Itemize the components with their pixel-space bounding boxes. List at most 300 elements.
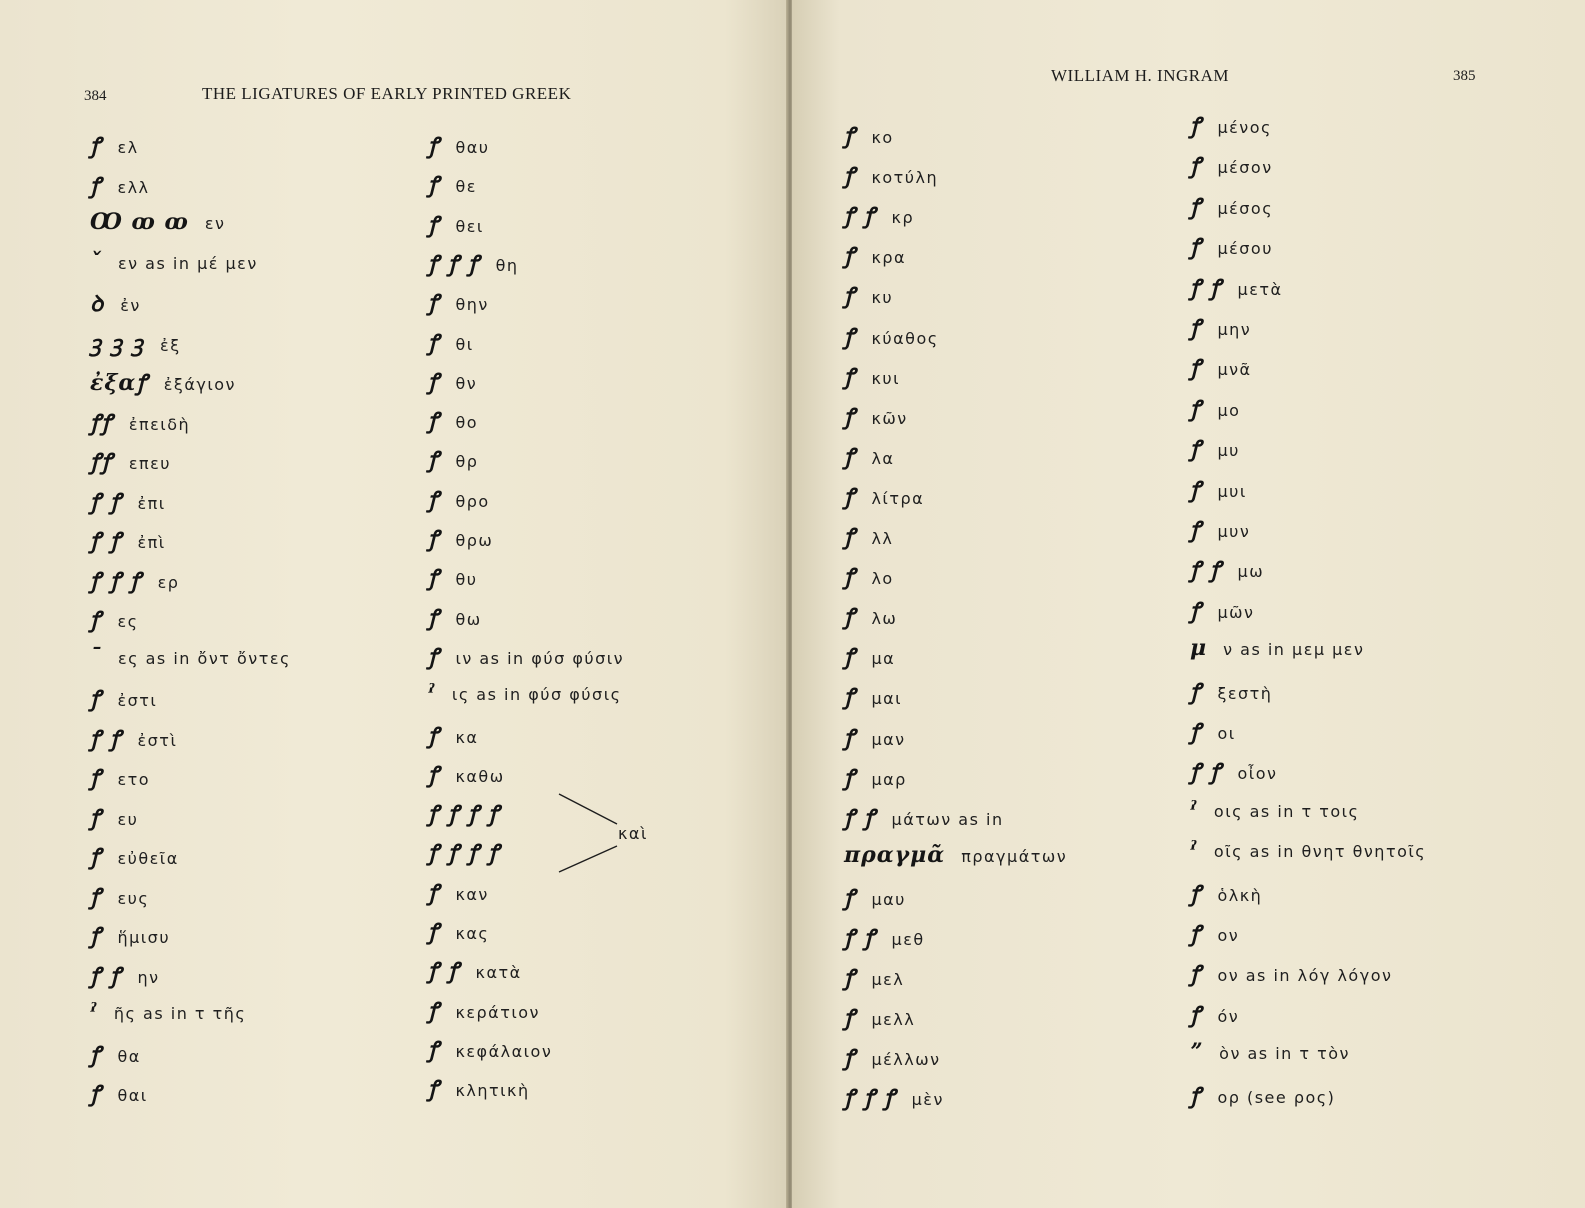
ligature-glyph: ꝭ: [428, 643, 440, 670]
ligature-glyph: ꝭ ꝭ: [90, 488, 122, 515]
ligature-entry: [428, 1034, 552, 1064]
ligature-entry: [1190, 393, 1240, 423]
ligature-entry: [844, 681, 902, 711]
running-head-right: WILLIAM H. INGRAM: [1051, 66, 1230, 85]
ligature-entry: [1190, 878, 1262, 908]
ligature-transcription: μὲν: [911, 1090, 944, 1110]
ligature-transcription: μέσου: [1217, 239, 1273, 259]
ligature-transcription: μαι: [871, 689, 903, 709]
ligature-transcription: επευ: [128, 454, 172, 473]
ligature-transcription: οἶον: [1237, 764, 1278, 784]
ligature-glyph: ˀ: [428, 680, 436, 707]
ligature-glyph: Ꝏ ꝏ ꝏ: [90, 209, 189, 235]
ligature-glyph: ꝭ: [90, 686, 102, 712]
ligature-transcription: κα: [455, 727, 479, 747]
ligature-transcription: θη: [495, 255, 519, 275]
left-page: [0, 0, 788, 1208]
ligature-glyph: ꝭ: [844, 443, 856, 470]
ligature-transcription: οι: [1217, 724, 1236, 743]
ligature-transcription: μεθ: [891, 930, 925, 949]
ligature-entry: [1190, 716, 1236, 746]
ligature-transcription: κας: [455, 924, 490, 943]
ligature-entry: [428, 327, 474, 357]
ligature-glyph: ꝭ: [428, 1076, 440, 1103]
ligature-glyph: ꝭ ꝭ: [844, 804, 876, 831]
ligature-transcription: κυ: [871, 288, 894, 308]
ligature-entry: [428, 130, 490, 160]
ligature-entry: [428, 169, 477, 199]
ligature-transcription: ἐπειδὴ: [128, 414, 191, 434]
ligature-transcription: ες: [117, 612, 139, 631]
ligature-transcription: εν: [204, 214, 226, 233]
ligature-entry: [844, 1042, 941, 1072]
ligature-entry: [844, 1002, 915, 1032]
ligature-glyph: ꝭ ꝭ: [90, 528, 122, 554]
ligature-transcription: λω: [871, 609, 898, 629]
ligature-entry: [90, 525, 166, 555]
ligature-entry: [844, 160, 938, 190]
ligature-entry: [90, 407, 190, 437]
ligature-entry: [90, 841, 179, 871]
ligature-glyph: ˀ: [90, 999, 98, 1025]
ligature-glyph: ꝭ: [428, 211, 440, 238]
ligature-glyph: ꝭ: [428, 172, 440, 199]
ligature-entry: [1190, 514, 1250, 544]
ligature-glyph: ꝭ: [844, 283, 856, 310]
right-page: [792, 0, 1585, 1208]
ligature-glyph: ꝭ ꝭ: [1190, 759, 1222, 786]
ligature-transcription: κύαθος: [871, 328, 939, 348]
ligature-glyph: ꝭ: [1190, 1001, 1202, 1028]
ligature-entry: [844, 361, 900, 391]
ligature-entry: [428, 366, 477, 396]
ligature-entry: [90, 288, 141, 318]
ligature-glyph: ꝭ: [844, 123, 856, 149]
ligature-glyph: ꝭ: [428, 329, 440, 356]
ligature-entry: [1190, 272, 1283, 302]
ligature-transcription: μαυ: [871, 889, 906, 909]
ligature-glyph: ꝭ: [428, 408, 440, 435]
ligature-glyph: πραγμᾶ: [844, 841, 946, 868]
kai-bracket: [555, 790, 665, 880]
ligature-glyph: ꝭ ꝭ: [1190, 274, 1222, 301]
ligature-transcription: θι: [455, 334, 474, 354]
ligature-glyph: ꝭ ꝭ ꝭ: [428, 250, 480, 277]
ligature-glyph: ꝭ ꝭ: [844, 925, 876, 951]
ligature-transcription: μετὰ: [1237, 279, 1283, 299]
ligature-entry: [90, 683, 157, 713]
ligature-transcription: θαι: [117, 1086, 148, 1105]
ligature-glyph: ꝭ: [1190, 678, 1202, 705]
ligature-entry: [90, 486, 166, 516]
ligature-transcription: θω: [455, 609, 482, 629]
ligature-glyph: ˮ: [1190, 1039, 1204, 1066]
ligature-glyph: ˀ: [1190, 796, 1198, 823]
ligature-entry: [428, 287, 489, 317]
ligature-transcription: μυν: [1217, 522, 1251, 541]
ligature-glyph: ꝭ: [844, 323, 856, 350]
ligature-entry: [844, 802, 1004, 832]
ligature-glyph: ꝭ: [844, 1005, 856, 1032]
ligature-entry: [90, 565, 179, 595]
ligature-glyph: ꝭ: [844, 483, 856, 510]
ligature-transcription: κυι: [871, 368, 901, 388]
ligature-entry: [844, 401, 908, 431]
ligature-entry: [844, 842, 1067, 868]
ligature-transcription: κοτύλη: [871, 168, 939, 188]
ligature-transcription: λίτρα: [871, 488, 925, 508]
ligature-glyph: ꝫ ꝫ ꝫ: [90, 330, 145, 357]
ligature-transcription: λο: [871, 569, 894, 589]
ligature-transcription: καθω: [455, 766, 505, 786]
ligature-transcription: μελ: [871, 970, 905, 990]
ligature-transcription: μω: [1237, 562, 1265, 582]
ligature-transcription: ἥμισυ: [117, 928, 171, 947]
ligature-transcription: θαυ: [455, 138, 490, 157]
ligature-entry: [1190, 231, 1273, 261]
ligature-glyph: ꝭ ꝭ ꝭ ꝭ: [428, 801, 500, 828]
ligature-entry: [90, 328, 181, 358]
ligature-transcription: πραγμάτων: [961, 846, 1068, 866]
ligature-entry: [90, 1039, 141, 1069]
ligature-glyph: ꝭ: [1190, 436, 1202, 463]
ligature-transcription: μυι: [1217, 481, 1247, 501]
ligature-transcription: θν: [455, 373, 478, 393]
page-number-right: 385: [1453, 68, 1476, 84]
ligature-transcription: οις as in τ τοις: [1213, 801, 1360, 821]
ligature-transcription: μα: [871, 649, 896, 669]
ligature-entry: [428, 602, 482, 632]
ligature-transcription: ξεστὴ: [1217, 683, 1273, 703]
ligature-transcription: θο: [455, 413, 479, 433]
ligature-glyph: ꝭ: [428, 604, 440, 631]
ligature-transcription: ες as in ὄντ ὄντες: [118, 648, 291, 668]
ligature-entry: [428, 523, 493, 553]
ligature-glyph: ἐξαꝭ: [90, 370, 148, 396]
ligature-transcription: οῖς as in θνητ θνητοῖς: [1213, 842, 1427, 862]
ligature-transcription: ις as in φύσ φύσις: [451, 685, 622, 705]
ligature-entry: [844, 601, 897, 631]
ligature-glyph: ˇ: [90, 248, 102, 275]
ligature-transcription: κατὰ: [475, 963, 522, 983]
ligature-entry: [1190, 1039, 1350, 1065]
ligature-glyph: ꝭꝭ: [90, 449, 113, 475]
ligature-transcription: καν: [455, 884, 489, 904]
ligature-entry: [428, 995, 540, 1025]
ligature-transcription: μαρ: [871, 769, 907, 789]
ligature-transcription: ιν as in φύσ φύσιν: [455, 648, 625, 668]
ligature-glyph: ꝭ: [428, 919, 440, 945]
ligature-glyph: ꝭ: [90, 923, 102, 949]
ligature-transcription: θην: [455, 295, 489, 315]
kai-label: καὶ: [618, 824, 648, 843]
ligature-entry: [90, 960, 160, 990]
ligature-glyph: ꝭ: [1190, 395, 1202, 422]
ligature-glyph: ꝭ: [844, 644, 856, 671]
ligature-transcription: ευ: [117, 809, 139, 829]
ligature-glyph: ꝭ: [90, 607, 102, 633]
ligature-glyph: ꝭ: [844, 243, 856, 270]
ligature-glyph: ꝭ: [428, 1036, 440, 1063]
ligature-glyph: ꝭ: [90, 765, 102, 791]
ligature-transcription: κλητικὴ: [455, 1081, 530, 1101]
ligature-transcription: ῆς as in τ τῆς: [113, 1004, 247, 1023]
ligature-transcription: ελλ: [117, 177, 150, 197]
ligature-transcription: μνᾶ: [1217, 360, 1252, 380]
ligature-entry: [1190, 191, 1273, 221]
ligature-transcription: θρο: [455, 491, 490, 511]
ligature-entry: [1190, 352, 1252, 382]
ligature-glyph: ꝭ ꝭ: [428, 958, 460, 985]
ligature-entry: [90, 249, 258, 275]
ligature-glyph: ꝭ: [428, 290, 440, 317]
ligature-transcription: μέλλων: [871, 1050, 941, 1070]
ligature-transcription: μυ: [1217, 441, 1240, 461]
ligature-entry: [428, 444, 478, 474]
ligature-entry: [90, 170, 150, 200]
ligature-glyph: ꝭ: [90, 844, 102, 870]
ligature-entry: [428, 877, 489, 907]
ligature-glyph: ꝭ: [844, 724, 856, 751]
ligature-transcription: ον as in λόγ λόγον: [1217, 966, 1393, 986]
ligature-entry: [1190, 756, 1277, 786]
ligature-entry: [428, 1073, 530, 1103]
ligature-glyph: ꝭ: [844, 1045, 856, 1072]
ligature-transcription: εὐθεῖα: [117, 849, 179, 868]
ligature-glyph: ꝭ: [1190, 193, 1202, 220]
ligature-entry: [428, 405, 478, 435]
ligature-glyph: ꝭ: [844, 524, 856, 550]
ligature-glyph: ꝭ: [428, 565, 440, 592]
ligature-transcription: κο: [871, 128, 894, 147]
ligature-entry: [844, 1082, 944, 1112]
ligature-entry: [90, 999, 246, 1025]
ligature-glyph: ꝭ ꝭ: [844, 203, 876, 230]
ligature-transcription: ην: [137, 967, 160, 987]
ligature-entry: [844, 441, 894, 471]
ligature-glyph: ꝭ: [428, 761, 440, 788]
ligature-entry: [428, 562, 477, 592]
ligature-glyph: ꝭ ꝭ ꝭ ꝭ: [428, 840, 500, 867]
ligature-entry: [1190, 474, 1247, 504]
ligature-entry: [90, 604, 138, 634]
ligature-transcription: λλ: [871, 529, 894, 548]
ligature-entry: [90, 723, 177, 753]
ligature-transcription: ορ (see ρος): [1217, 1087, 1336, 1107]
ligature-transcription: κῶν: [871, 408, 908, 428]
ligature-glyph: ꝭ: [1190, 880, 1202, 907]
page-number-left: 384: [84, 88, 107, 104]
ligature-glyph: ꝭ: [428, 997, 440, 1024]
ligature-transcription: ἐν: [120, 296, 141, 315]
ligature-transcription: μένος: [1217, 118, 1272, 137]
ligature-entry: [844, 922, 925, 952]
ligature-entry: [1190, 150, 1273, 180]
ligature-transcription: κρα: [871, 248, 907, 268]
ligature-entry: [844, 561, 894, 591]
ligature-entry: [1190, 635, 1364, 661]
ligature-transcription: ἐστὶ: [137, 730, 178, 750]
ligature-entry: [90, 1078, 148, 1108]
ligature-transcription: μέσος: [1217, 198, 1274, 218]
ligature-entry: [1190, 1080, 1335, 1110]
ligature-entry: [1190, 595, 1254, 625]
ligature-glyph: μ: [1190, 635, 1208, 662]
ligature-entry: [428, 248, 519, 278]
ligature-glyph: ꝭ: [428, 447, 440, 474]
ligature-entry: [844, 240, 906, 270]
ligature-transcription: ελ: [117, 138, 139, 157]
ligature-transcription: ν as in μεμ μεν: [1223, 640, 1365, 660]
ligature-glyph: ꝭ: [90, 804, 102, 831]
ligature-transcription: λα: [871, 448, 895, 468]
ligature-transcription: μέσον: [1217, 158, 1273, 178]
ligature-glyph: ꝭ: [428, 722, 440, 749]
ligature-entry: [90, 367, 236, 397]
ligature-glyph: ꝭ: [1190, 113, 1202, 139]
ligature-entry: [1190, 110, 1272, 140]
ligature-transcription: θρ: [455, 452, 479, 472]
ligature-entry: [428, 759, 505, 789]
ligature-entry: [428, 720, 478, 750]
ligature-entry: [90, 762, 150, 792]
ligature-glyph: ꝭ: [1190, 355, 1202, 382]
ligature-glyph: ꝭ ꝭ: [1190, 557, 1222, 584]
ligature-glyph: ꝭ: [844, 965, 856, 992]
ligature-entry: [90, 881, 149, 911]
ligature-transcription: θρω: [455, 531, 494, 550]
ligature-glyph: ꝭ: [1190, 597, 1202, 624]
ligature-glyph: ꝭ: [844, 604, 856, 631]
ligature-glyph: ꝭ: [844, 403, 856, 430]
ligature-glyph: ꝭ: [1190, 315, 1202, 341]
ligature-entry: [1190, 312, 1251, 342]
ligature-glyph: ꝭ: [1190, 476, 1202, 503]
ligature-entry: [90, 644, 291, 670]
ligature-transcription: μελλ: [871, 1010, 916, 1030]
ligature-glyph: ˉ: [90, 643, 102, 670]
ligature-glyph: ꝭ: [1190, 153, 1202, 180]
ligature-glyph: ꝭ ꝭ: [90, 725, 122, 752]
ligature-glyph: ꝭ: [844, 363, 856, 390]
ligature-transcription: κρ: [891, 208, 915, 228]
ligature-transcription: ἐπὶ: [137, 533, 166, 552]
ligature-transcription: ὸν as in τ τὸν: [1219, 1044, 1350, 1064]
ligature-entry: [90, 446, 171, 476]
ligature-entry: [1190, 797, 1359, 823]
ligature-glyph: ꝭ: [844, 564, 856, 591]
ligature-glyph: ꝭ: [90, 1081, 102, 1107]
ligature-glyph: ꝺ: [90, 291, 105, 317]
ligature-transcription: θα: [117, 1046, 141, 1066]
ligature-entry: [428, 798, 516, 828]
ligature-glyph: ꝭ: [844, 684, 856, 711]
ligature-glyph: ꝭ: [90, 172, 102, 199]
ligature-entry: [428, 209, 484, 239]
ligature-glyph: ꝭ ꝭ ꝭ: [844, 1085, 896, 1112]
ligature-entry: [844, 762, 907, 792]
ligature-transcription: μῶν: [1217, 602, 1255, 622]
ligature-entry: [844, 962, 904, 992]
ligature-glyph: ꝭ: [1190, 517, 1202, 543]
ligature-entry: [90, 920, 170, 950]
ligature-entry: [90, 802, 138, 832]
ligature-entry: [428, 837, 516, 867]
ligature-glyph: ꝭ: [844, 764, 856, 791]
ligature-transcription: ον: [1217, 926, 1240, 945]
ligature-glyph: ꝭ: [428, 368, 440, 395]
ligature-entry: [844, 521, 893, 551]
ligature-glyph: ꝭ: [1190, 234, 1202, 261]
ligature-transcription: ευς: [117, 888, 150, 908]
ligature-transcription: ετο: [117, 770, 151, 789]
ligature-transcription: μο: [1217, 400, 1241, 420]
ligature-entry: [428, 484, 490, 514]
ligature-entry: [1190, 433, 1240, 463]
running-head-left: THE LIGATURES OF EARLY PRINTED GREEK: [202, 84, 572, 103]
ligature-glyph: ꝭ: [1190, 719, 1202, 745]
ligature-entry: [844, 120, 894, 150]
ligature-transcription: εν as in μέ μεν: [118, 253, 258, 273]
ligature-entry: [428, 680, 622, 706]
ligature-entry: [428, 955, 522, 985]
ligature-entry: [1190, 837, 1426, 863]
ligature-transcription: κεφάλαιον: [455, 1041, 553, 1061]
ligature-transcription: ἐπι: [137, 493, 166, 513]
ligature-glyph: ꝭ: [428, 526, 440, 552]
ligature-entry: [844, 641, 895, 671]
ligature-transcription: ἐξάγιον: [163, 375, 236, 394]
ligature-glyph: ꝭ: [428, 879, 440, 906]
ligature-glyph: ꝭ ꝭ: [90, 962, 122, 989]
ligature-transcription: θε: [455, 177, 477, 197]
ligature-transcription: ἐστι: [117, 691, 158, 710]
ligature-glyph: ꝭ: [90, 1041, 102, 1068]
ligature-entry: [844, 321, 939, 351]
ligature-entry: [1190, 676, 1272, 706]
ligature-entry: [1190, 554, 1264, 584]
ligature-entry: [844, 200, 914, 230]
ligature-glyph: ꝭ: [844, 884, 856, 911]
ligature-transcription: κεράτιον: [455, 1002, 540, 1022]
ligature-glyph: ꝭ: [1190, 961, 1202, 988]
ligature-entry: [428, 641, 624, 671]
ligature-entry: [1190, 958, 1392, 988]
ligature-transcription: ὁλκὴ: [1217, 885, 1263, 905]
ligature-transcription: θει: [455, 216, 484, 236]
ligature-glyph: ˀ: [1190, 837, 1198, 864]
ligature-entry: [844, 882, 906, 912]
ligature-transcription: μην: [1217, 320, 1252, 339]
ligature-entry: [844, 481, 924, 511]
ligature-entry: [1190, 918, 1239, 948]
ligature-entry: [844, 280, 893, 310]
ligature-entry: [90, 130, 139, 160]
ligature-transcription: θυ: [455, 570, 478, 590]
ligature-transcription: ερ: [157, 572, 180, 592]
ligature-transcription: όν: [1217, 1006, 1240, 1026]
ligature-entry: [1190, 999, 1239, 1029]
ligature-glyph: ꝭ: [428, 486, 440, 513]
ligature-glyph: ꝭ ꝭ ꝭ: [90, 567, 142, 594]
ligature-glyph: ꝭ: [428, 133, 440, 159]
ligature-glyph: ꝭꝭ: [90, 409, 113, 436]
ligature-transcription: ἐξ: [160, 335, 181, 355]
ligature-glyph: ꝭ: [1190, 1082, 1202, 1109]
ligature-glyph: ꝭ: [90, 883, 102, 910]
ligature-entry: [428, 916, 489, 946]
ligature-entry: [90, 209, 225, 235]
